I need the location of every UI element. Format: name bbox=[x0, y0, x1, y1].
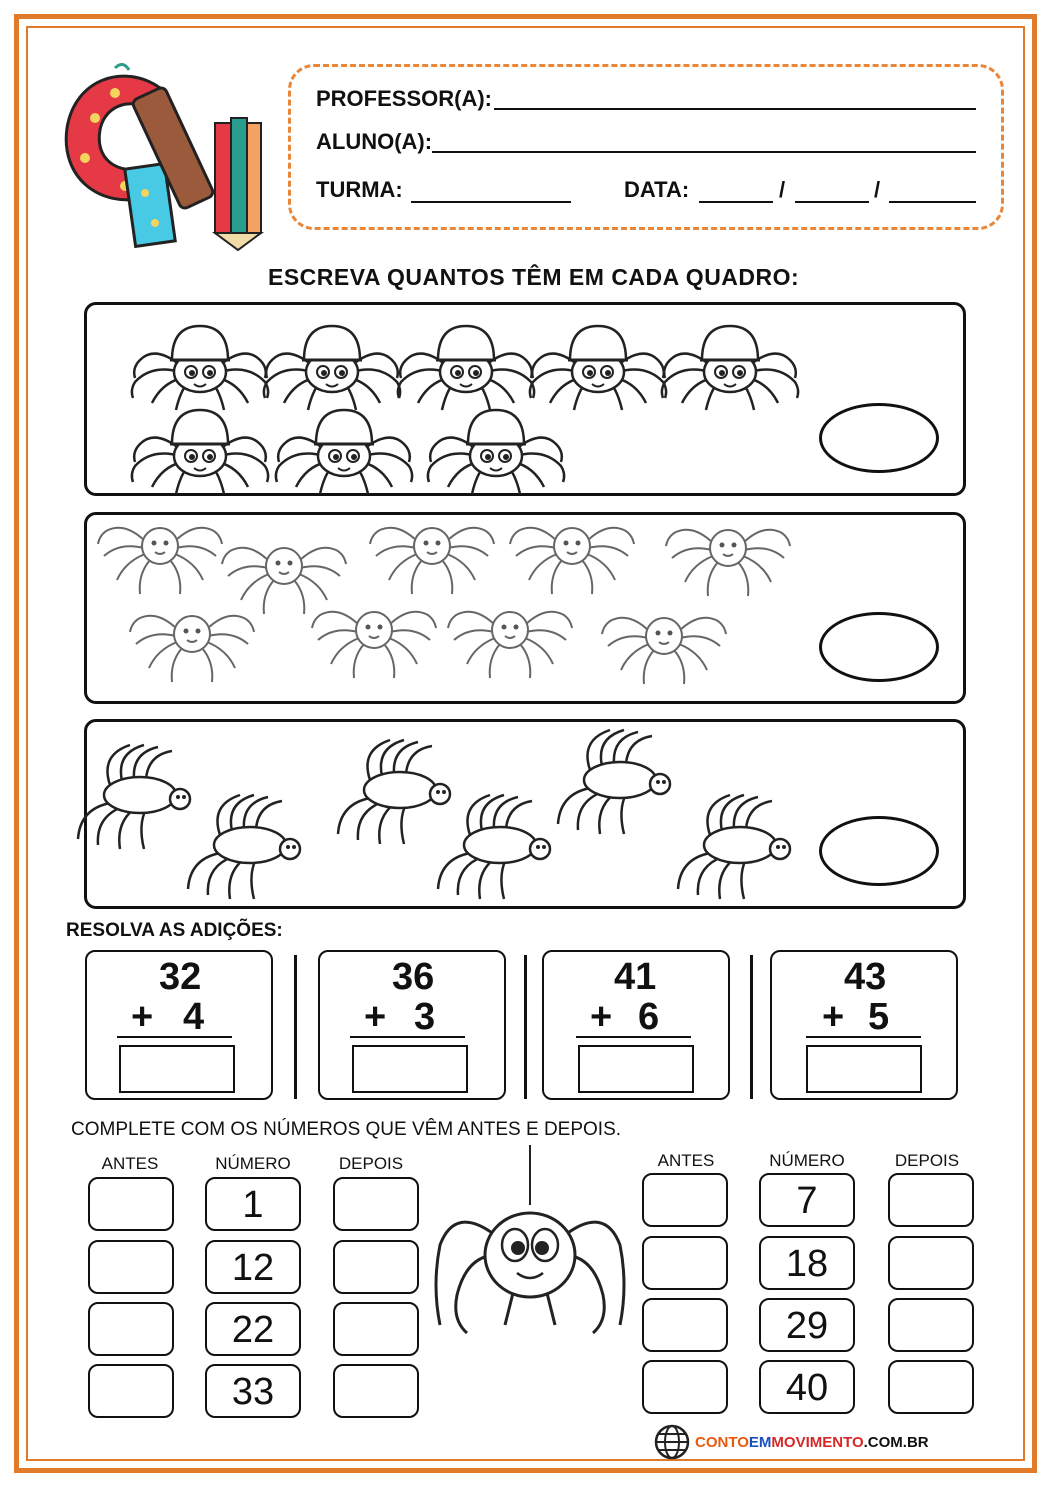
number-cell: 40 bbox=[759, 1360, 855, 1414]
plus-sign: + bbox=[131, 996, 154, 1038]
globe-icon bbox=[654, 1424, 690, 1460]
number-cell: 12 bbox=[205, 1240, 301, 1294]
plus-sign: + bbox=[822, 996, 845, 1038]
site-url[interactable] bbox=[695, 1434, 929, 1451]
depois-answer[interactable] bbox=[888, 1236, 974, 1290]
addend-top: 43 bbox=[844, 956, 887, 998]
sum-answer-box[interactable] bbox=[806, 1045, 922, 1093]
addend-bottom: 3 bbox=[414, 996, 436, 1038]
number-cell: 18 bbox=[759, 1236, 855, 1290]
data-label: DATA: bbox=[624, 177, 690, 202]
number-cell: 22 bbox=[205, 1302, 301, 1356]
aluno-label: ALUNO(A): bbox=[316, 129, 433, 154]
brand-domain: .COM.BR bbox=[863, 1434, 929, 1451]
section-count-title: ESCREVA QUANTOS TÊM EM CADA QUADRO: bbox=[268, 264, 800, 290]
plus-sign: + bbox=[590, 996, 613, 1038]
professor-label: PROFESSOR(A): bbox=[316, 86, 492, 111]
addend-top: 41 bbox=[614, 956, 657, 998]
date-slash: / bbox=[874, 177, 881, 202]
separator bbox=[750, 955, 753, 1099]
antes-answer[interactable] bbox=[88, 1364, 174, 1418]
brand-em: EM bbox=[748, 1434, 772, 1451]
addition-problem-4 bbox=[770, 950, 958, 1100]
sum-answer-box[interactable] bbox=[119, 1045, 235, 1093]
depois-answer[interactable] bbox=[888, 1360, 974, 1414]
separator bbox=[294, 955, 297, 1099]
sum-line bbox=[350, 1036, 465, 1038]
depois-answer[interactable] bbox=[333, 1177, 419, 1231]
addition-problem-1 bbox=[85, 950, 273, 1100]
number-cell: 7 bbox=[759, 1173, 855, 1227]
number-cell: 1 bbox=[205, 1177, 301, 1231]
brand-movimento: MOVIMENTO bbox=[771, 1434, 864, 1451]
addend-bottom: 5 bbox=[868, 996, 890, 1038]
antes-answer[interactable] bbox=[642, 1298, 728, 1352]
antes-answer[interactable] bbox=[88, 1302, 174, 1356]
addend-bottom: 6 bbox=[638, 996, 660, 1038]
date-slash: / bbox=[779, 177, 786, 202]
plus-sign: + bbox=[364, 996, 387, 1038]
addend-top: 36 bbox=[392, 956, 435, 998]
antes-answer[interactable] bbox=[88, 1177, 174, 1231]
antes-answer[interactable] bbox=[88, 1240, 174, 1294]
header-antes: ANTES bbox=[101, 1154, 159, 1173]
addend-bottom: 4 bbox=[183, 996, 205, 1038]
header-numero: NÚMERO bbox=[769, 1151, 845, 1170]
number-cell: 33 bbox=[205, 1364, 301, 1418]
header-depois: DEPOIS bbox=[338, 1154, 404, 1173]
antes-answer[interactable] bbox=[642, 1236, 728, 1290]
sum-answer-box[interactable] bbox=[578, 1045, 694, 1093]
brand-conto: CONTO bbox=[695, 1434, 749, 1451]
section-addition-title: RESOLVA AS ADIÇÕES: bbox=[66, 920, 283, 941]
turma-label: TURMA: bbox=[316, 177, 403, 202]
depois-answer[interactable] bbox=[888, 1173, 974, 1227]
header-antes: ANTES bbox=[657, 1151, 715, 1170]
depois-answer[interactable] bbox=[333, 1302, 419, 1356]
antes-answer[interactable] bbox=[642, 1360, 728, 1414]
addition-problem-2 bbox=[318, 950, 506, 1100]
addend-top: 32 bbox=[159, 956, 202, 998]
sum-line bbox=[806, 1036, 921, 1038]
section-sequence-title: COMPLETE COM OS NÚMEROS QUE VÊM ANTES E DEPOIS. bbox=[71, 1119, 622, 1140]
sum-line bbox=[117, 1036, 232, 1038]
hanging-spider-icon bbox=[425, 1145, 635, 1345]
header-numero: NÚMERO bbox=[215, 1154, 291, 1173]
header-depois: DEPOIS bbox=[894, 1151, 960, 1170]
depois-answer[interactable] bbox=[888, 1298, 974, 1352]
sum-answer-box[interactable] bbox=[352, 1045, 468, 1093]
separator bbox=[524, 955, 527, 1099]
number-cell: 29 bbox=[759, 1298, 855, 1352]
sum-line bbox=[576, 1036, 691, 1038]
addition-problem-3 bbox=[542, 950, 730, 1100]
depois-answer[interactable] bbox=[333, 1364, 419, 1418]
depois-answer[interactable] bbox=[333, 1240, 419, 1294]
antes-answer[interactable] bbox=[642, 1173, 728, 1227]
